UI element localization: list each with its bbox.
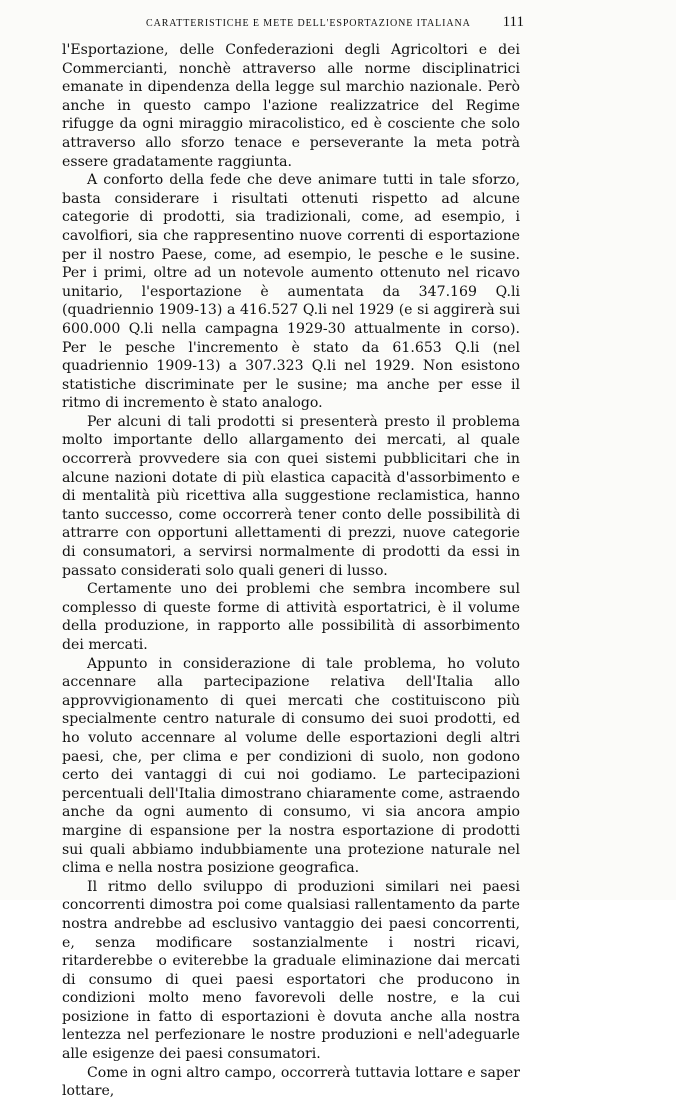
paragraph-continuation: l'Esportazione, delle Confederazioni degli Agricoltori e dei Commercianti, nonchè attraverso alle norme disciplinatrici emanate in dipendenza della legge sul marchio nazionale. Però anche in questo campo l'azione realizzatrice del Regime rifugge da ogni miraggio miracolistico, ed è cosciente che solo attraverso allo sforzo tenace e perseverante la meta potrà essere gradatamente raggiunta. <box>62 42 520 170</box>
body-text <box>62 41 520 1101</box>
paragraph-closing: Come in ogni altro campo, occorrerà tuttavia lottare e saper lottare, <box>62 1064 520 1100</box>
paragraph-markets: Per alcuni di tali prodotti si presenterà presto il problema molto importante dello allargamento dei mercati, al quale occorrerà provvedere sia con quei sistemi pubblicitari che in alcune nazioni dotate di più elastica capacità d'assorbimento e di mentalità più ricettiva alla suggestione reclamistica, hanno tanto successo, come occorrerà tener conto delle possibilità di attrarre con opportuni allettamenti di prezzi, nuove categorie di consumatori, a servirsi normalmente di prodotti da essi in passato considerati solo quali generi di lusso. <box>62 413 520 579</box>
running-header <box>62 14 524 34</box>
running-head-title: CARATTERISTICHE E METE DELL'ESPORTAZIONE ITALIANA <box>146 18 471 29</box>
page-number: 111 <box>502 14 524 30</box>
paragraph-results: A conforto della fede che deve animare tutti in tale sforzo, basta considerare i risultati ottenuti rispetto ad alcune categorie di prodotti, sia tradizionali, come, ad esempio, i cavolfiori, sia che rappresentino nuove correnti di esportazione per il nostro Paese, come, ad esempio, le pesche e le susine. Per i primi, oltre ad un notevole aumento ottenuto nel ricavo unitario, l'esportazione è aumentata da 347.169 Q.li (quadriennio 1909-13) a 416.527 Q.li nel 1929 (e si aggirerà sui 600.000 Q.li nella campagna 1929-30 attualmente in corso). Per le pesche l'incremento è stato da 61.653 Q.li (nel quadriennio 1909-13) a 307.323 Q.li nel 1929. Non esistono statistiche discriminate per le susine; ma anche per esse il ritmo di incremento è stato analogo. <box>62 172 520 412</box>
paragraph-volume: Certamente uno dei problemi che sembra incombere sul complesso di queste forme di attività esportatrici, è il volume della produzione, in rapporto alle possibilità di assorbimento dei mercati. <box>62 581 520 653</box>
paragraph-participation: Appunto in considerazione di tale problema, ho voluto accennare alla partecipazione relativa dell'Italia allo approvvigionamento di quei mercati che costituiscono più specialmente centro naturale di consumo dei suoi prodotti, ed ho voluto accennare al volume delle esportazioni degli altri paesi, che, per clima e per condizioni di suolo, non godono certo dei vantaggi di cui noi godiamo. Le partecipazioni percentuali dell'Italia dimostrano chiaramente come, astraendo anche da ogni aumento di consumo, vi sia ancora ampio margine di espansione per la nostra esportazione di prodotti sui quali abbiamo indubbiamente una protezione naturale nel clima e nella nostra posizione geografica. <box>62 655 520 877</box>
paragraph-competition: Il ritmo dello sviluppo di produzioni similari nei paesi concorrenti dimostra poi come qualsiasi rallentamento da parte nostra andrebbe ad esclusivo vantaggio dei paesi concorrenti, e, senza modificare sostanzialmente i nostri ricavi, ritarderebbe o eviterebbe la graduale eliminazione dai mercati di consumo di quei paesi esportatori che producono in condizioni molto meno favorevoli delle nostre, e la cui posizione in fatto di esportazioni è dovuta anche alla nostra lentezza nel perfezionare le nostre produzioni e nell'adeguarle alle esigenze dei paesi consumatori. <box>62 878 520 1063</box>
